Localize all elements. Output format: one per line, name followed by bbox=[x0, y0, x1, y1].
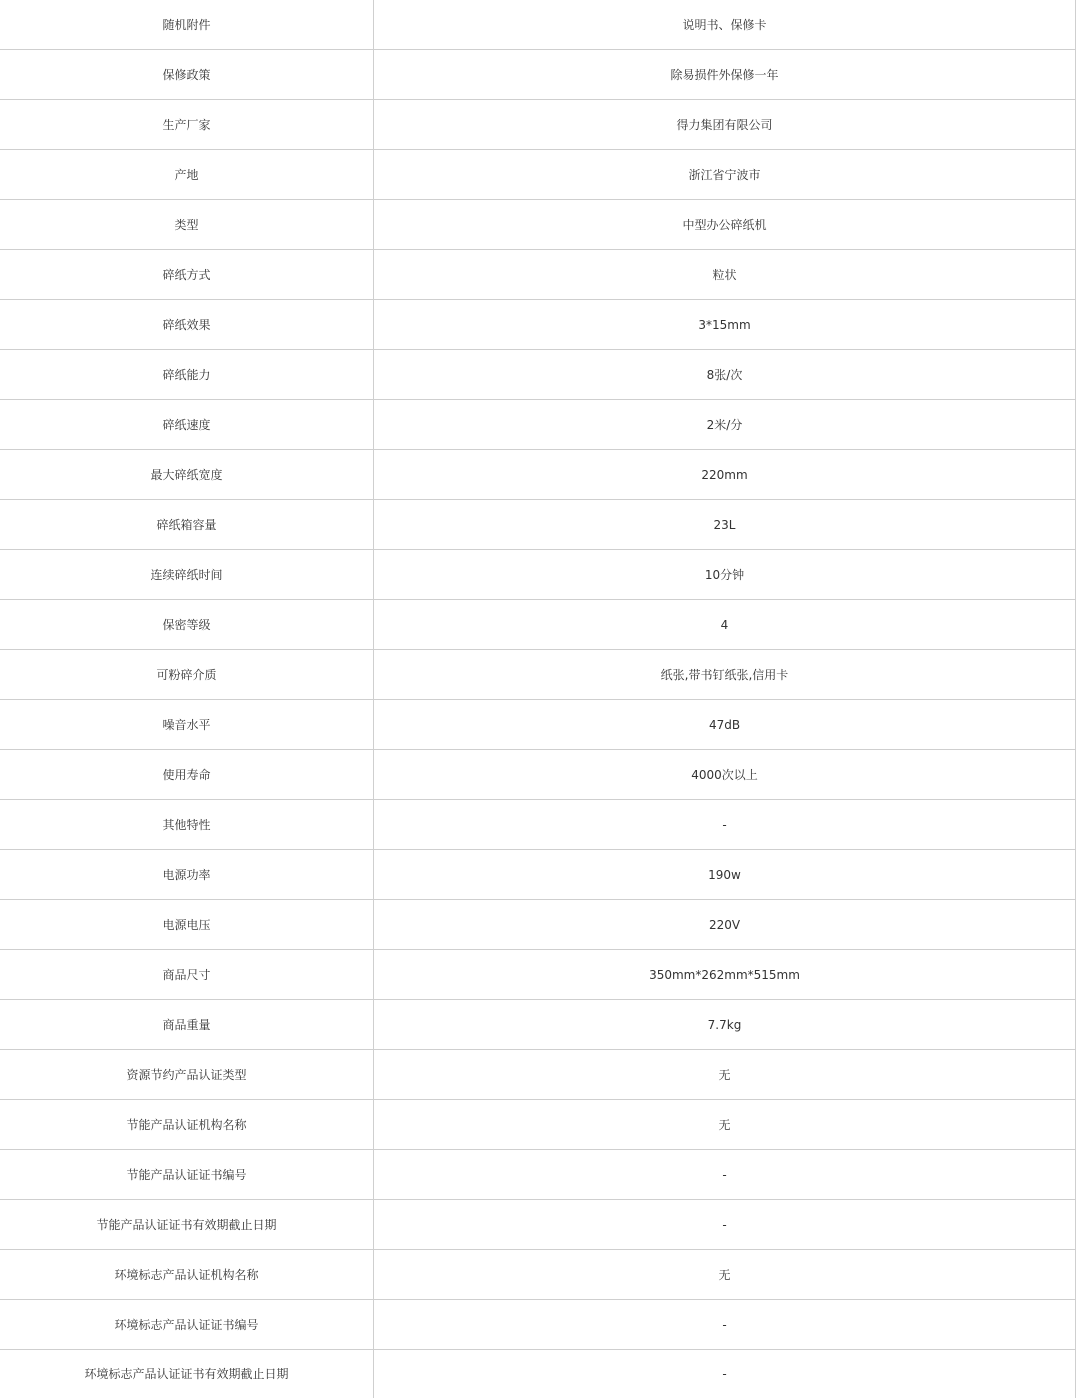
spec-value: - bbox=[722, 1317, 727, 1332]
spec-row-eco-cert-body bbox=[0, 1250, 1075, 1300]
spec-value: 粒状 bbox=[712, 267, 737, 282]
spec-row-type bbox=[0, 200, 1075, 250]
spec-label: 类型 bbox=[0, 200, 374, 249]
spec-value: - bbox=[722, 1217, 727, 1232]
spec-value: 4 bbox=[720, 617, 729, 632]
spec-value: 无 bbox=[718, 1117, 731, 1132]
spec-label: 保修政策 bbox=[0, 50, 374, 99]
spec-row-shred-speed bbox=[0, 400, 1075, 450]
spec-label: 电源功率 bbox=[0, 850, 374, 899]
spec-row-shred-capacity bbox=[0, 350, 1075, 400]
spec-value: 220mm bbox=[701, 467, 748, 482]
spec-row-energy-cert-expiry bbox=[0, 1200, 1075, 1250]
spec-label: 碎纸能力 bbox=[0, 350, 374, 399]
spec-label: 碎纸方式 bbox=[0, 250, 374, 299]
spec-value: - bbox=[722, 1167, 727, 1182]
spec-row-resource-cert-type bbox=[0, 1050, 1075, 1100]
spec-label: 环境标志产品认证证书编号 bbox=[0, 1300, 374, 1349]
spec-value: 47dB bbox=[708, 717, 741, 732]
spec-value: 4000次以上 bbox=[691, 767, 758, 782]
spec-row-continuous-time bbox=[0, 550, 1075, 600]
spec-row-manufacturer bbox=[0, 100, 1075, 150]
spec-label: 节能产品认证证书有效期截止日期 bbox=[0, 1200, 374, 1249]
spec-row-security-level bbox=[0, 600, 1075, 650]
spec-row-eco-cert-number bbox=[0, 1300, 1075, 1350]
spec-label: 碎纸箱容量 bbox=[0, 500, 374, 549]
spec-value: 说明书、保修卡 bbox=[682, 17, 767, 32]
spec-value: 除易损件外保修一年 bbox=[670, 67, 779, 82]
spec-row-energy-cert-body bbox=[0, 1100, 1075, 1150]
spec-label: 电源电压 bbox=[0, 900, 374, 949]
spec-value: 得力集团有限公司 bbox=[676, 117, 773, 132]
spec-row-lifespan bbox=[0, 750, 1075, 800]
spec-row-voltage bbox=[0, 900, 1075, 950]
spec-label: 环境标志产品认证机构名称 bbox=[0, 1250, 374, 1299]
spec-label: 最大碎纸宽度 bbox=[0, 450, 374, 499]
spec-row-max-width bbox=[0, 450, 1075, 500]
spec-row-media bbox=[0, 650, 1075, 700]
spec-row-power bbox=[0, 850, 1075, 900]
spec-row-dimensions bbox=[0, 950, 1075, 1000]
spec-value: 浙江省宁波市 bbox=[688, 167, 761, 182]
spec-label: 商品尺寸 bbox=[0, 950, 374, 999]
spec-value: 无 bbox=[718, 1067, 731, 1082]
spec-value: - bbox=[722, 1367, 727, 1381]
spec-label: 节能产品认证证书编号 bbox=[0, 1150, 374, 1199]
spec-label: 使用寿命 bbox=[0, 750, 374, 799]
spec-label: 环境标志产品认证证书有效期截止日期 bbox=[0, 1350, 374, 1398]
spec-label: 碎纸效果 bbox=[0, 300, 374, 349]
spec-label: 连续碎纸时间 bbox=[0, 550, 374, 599]
spec-row-eco-cert-expiry bbox=[0, 1350, 1075, 1398]
spec-value: 纸张,带书钉纸张,信用卡 bbox=[660, 667, 789, 682]
spec-value: 中型办公碎纸机 bbox=[682, 217, 767, 232]
spec-value: 无 bbox=[718, 1267, 731, 1282]
spec-value: 23L bbox=[713, 517, 736, 532]
spec-value: 7.7kg bbox=[707, 1017, 742, 1032]
spec-row-energy-cert-number bbox=[0, 1150, 1075, 1200]
spec-value: - bbox=[722, 817, 727, 832]
spec-label: 可粉碎介质 bbox=[0, 650, 374, 699]
spec-label: 噪音水平 bbox=[0, 700, 374, 749]
spec-row-other-features bbox=[0, 800, 1075, 850]
spec-value: 190w bbox=[708, 867, 741, 882]
spec-row-warranty-policy bbox=[0, 50, 1075, 100]
spec-label: 商品重量 bbox=[0, 1000, 374, 1049]
spec-value: 220V bbox=[708, 917, 741, 932]
spec-row-noise bbox=[0, 700, 1075, 750]
spec-label: 其他特性 bbox=[0, 800, 374, 849]
spec-label: 随机附件 bbox=[0, 0, 374, 49]
spec-label: 产地 bbox=[0, 150, 374, 199]
spec-value: 3*15mm bbox=[698, 317, 751, 332]
spec-row-accessories bbox=[0, 0, 1075, 50]
spec-label: 节能产品认证机构名称 bbox=[0, 1100, 374, 1149]
spec-value: 350mm*262mm*515mm bbox=[649, 967, 800, 982]
spec-row-origin bbox=[0, 150, 1075, 200]
spec-row-shred-size bbox=[0, 300, 1075, 350]
spec-value: 2米/分 bbox=[706, 417, 743, 432]
spec-label: 碎纸速度 bbox=[0, 400, 374, 449]
spec-label: 资源节约产品认证类型 bbox=[0, 1050, 374, 1099]
spec-row-weight bbox=[0, 1000, 1075, 1050]
spec-value: 10分钟 bbox=[704, 567, 745, 582]
spec-row-shred-method bbox=[0, 250, 1075, 300]
spec-label: 生产厂家 bbox=[0, 100, 374, 149]
spec-value: 8张/次 bbox=[706, 367, 743, 382]
spec-label: 保密等级 bbox=[0, 600, 374, 649]
spec-row-bin-capacity bbox=[0, 500, 1075, 550]
